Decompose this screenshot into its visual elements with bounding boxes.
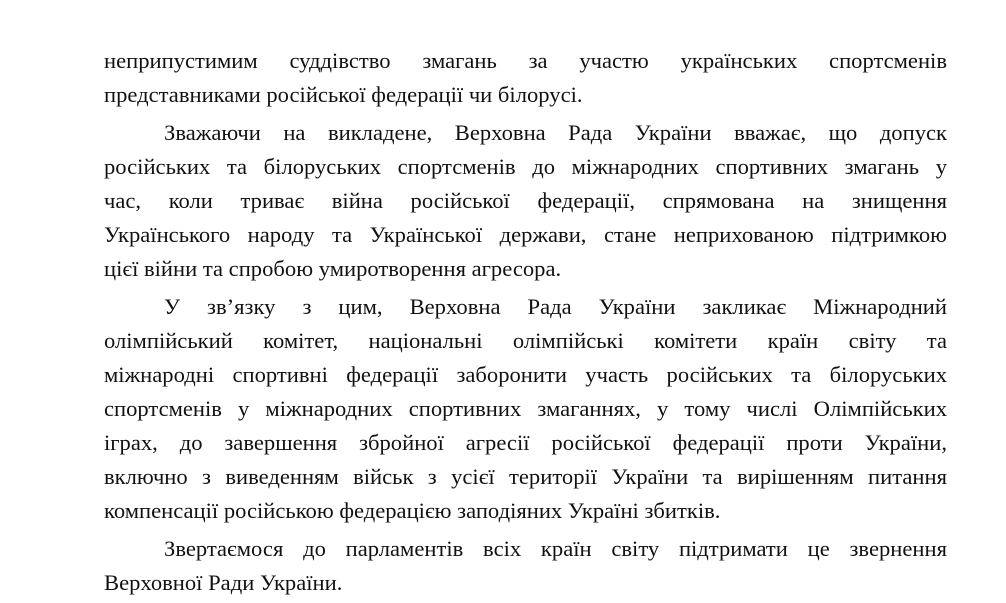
paragraph-1: [104, 44, 947, 112]
text-line: Звертаємося до парламентів всіх країн світу підтримати це звернення: [164, 536, 947, 561]
text-line: олімпійський комітет, національні олімпійські комітети країн світу та: [104, 328, 947, 353]
text-line: Українського народу та Української держави, стане неприхованою підтримкою: [104, 222, 947, 247]
text-line: Верховної Ради України.: [104, 570, 343, 595]
paragraph-4: [104, 532, 947, 600]
text-line: Зважаючи на викладене, Верховна Рада України вважає, що допуск: [164, 120, 947, 145]
text-line: міжнародні спортивні федерації заборонити участь російських та білоруських: [104, 362, 947, 387]
text-line: іграх, до завершення збройної агресії російської федерації проти України,: [104, 430, 947, 455]
paragraph-2: [104, 116, 947, 286]
document-body: [104, 44, 947, 600]
paragraph-3: [104, 290, 947, 528]
text-line: У зв’язку з цим, Верховна Рада України закликає Міжнародний: [164, 294, 947, 319]
text-line: компенсації російською федерацією заподіяних Україні збитків.: [104, 498, 721, 523]
text-line: неприпустимим суддівство змагань за участю українських спортсменів: [104, 48, 947, 73]
text-line: російських та білоруських спортсменів до міжнародних спортивних змагань у: [104, 154, 947, 179]
text-line: цієї війни та спробою умиротворення агресора.: [104, 256, 562, 281]
text-line: спортсменів у міжнародних спортивних змаганнях, у тому числі Олімпійських: [104, 396, 947, 421]
text-line: представниками російської федерації чи білорусі.: [104, 82, 583, 107]
text-line: включно з виведенням військ з усієї території України та вирішенням питання: [104, 464, 947, 489]
text-line: час, коли триває війна російської федерації, спрямована на знищення: [104, 188, 947, 213]
